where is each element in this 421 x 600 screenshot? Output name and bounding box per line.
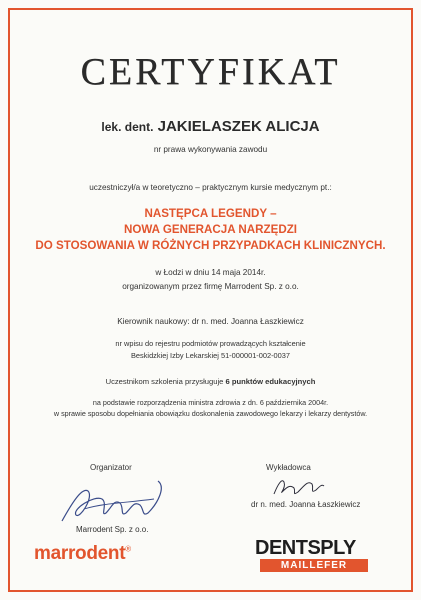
legal-basis-line: na podstawie rozporządzenia ministra zdrowia z dn. 6 października 2004r. — [92, 398, 329, 407]
legal-basis-line: w sprawie sposobu dopełniania obowiązku doskonalenia zawodowego lekarzy i lekarzy dentystów. — [53, 409, 368, 418]
dentsply-maillefer-logo — [255, 538, 371, 572]
license-line: nr prawa wykonywania zawodu — [153, 145, 268, 154]
scientific-head: Kierownik naukowy: dr n. med. Joanna Łaszkiewicz — [117, 317, 304, 326]
lecturer-name: dr n. med. Joanna Łaszkiewicz — [251, 500, 361, 509]
organizer-label: Organizator — [90, 463, 132, 472]
points-line — [0, 377, 421, 386]
lecturer-signature-icon — [268, 474, 328, 500]
organizer-line: organizowanym przez firmę Marrodent Sp. z o.o. — [122, 282, 299, 291]
organizer-name: Marrodent Sp. z o.o. — [76, 525, 149, 534]
recipient — [0, 118, 421, 135]
registered-mark: ® — [125, 544, 131, 554]
registry-line: nr wpisu do rejestru podmiotów prowadzących kształcenie — [115, 339, 306, 348]
lecturer-label: Wykładowca — [266, 463, 311, 472]
maillefer-logo-text: MAILLEFER — [260, 559, 368, 572]
course-title-line: NASTĘPCA LEGENDY – — [144, 207, 277, 220]
recipient-name: JAKIELASZEK ALICJA — [157, 118, 320, 135]
certificate-title: CERTYFIKAT — [80, 51, 341, 93]
points-value: 6 punktów edukacyjnych — [225, 377, 316, 386]
dentsply-logo-text: DENTSPLY — [255, 537, 356, 559]
registry-number: Beskidzkiej Izby Lekarskiej 51-000001-002-0037 — [131, 351, 290, 360]
points-prefix: Uczestnikom szkolenia przysługuje — [105, 377, 224, 386]
marrodent-logo — [34, 543, 131, 565]
place-date: w Łodzi w dniu 14 maja 2014r. — [155, 268, 266, 277]
course-title-line: DO STOSOWANIA W RÓŻNYCH PRZYPADKACH KLINICZNYCH. — [35, 239, 386, 252]
marrodent-logo-text: marrodent — [34, 543, 126, 564]
organizer-signature-icon — [54, 473, 174, 533]
recipient-prefix: lek. dent. — [101, 120, 154, 134]
course-title — [0, 206, 421, 254]
course-title-line: NOWA GENERACJA NARZĘDZI — [123, 223, 298, 236]
participation-line: uczestniczył/a w teoretyczno – praktycznym kursie medycznym pt.: — [89, 183, 332, 192]
